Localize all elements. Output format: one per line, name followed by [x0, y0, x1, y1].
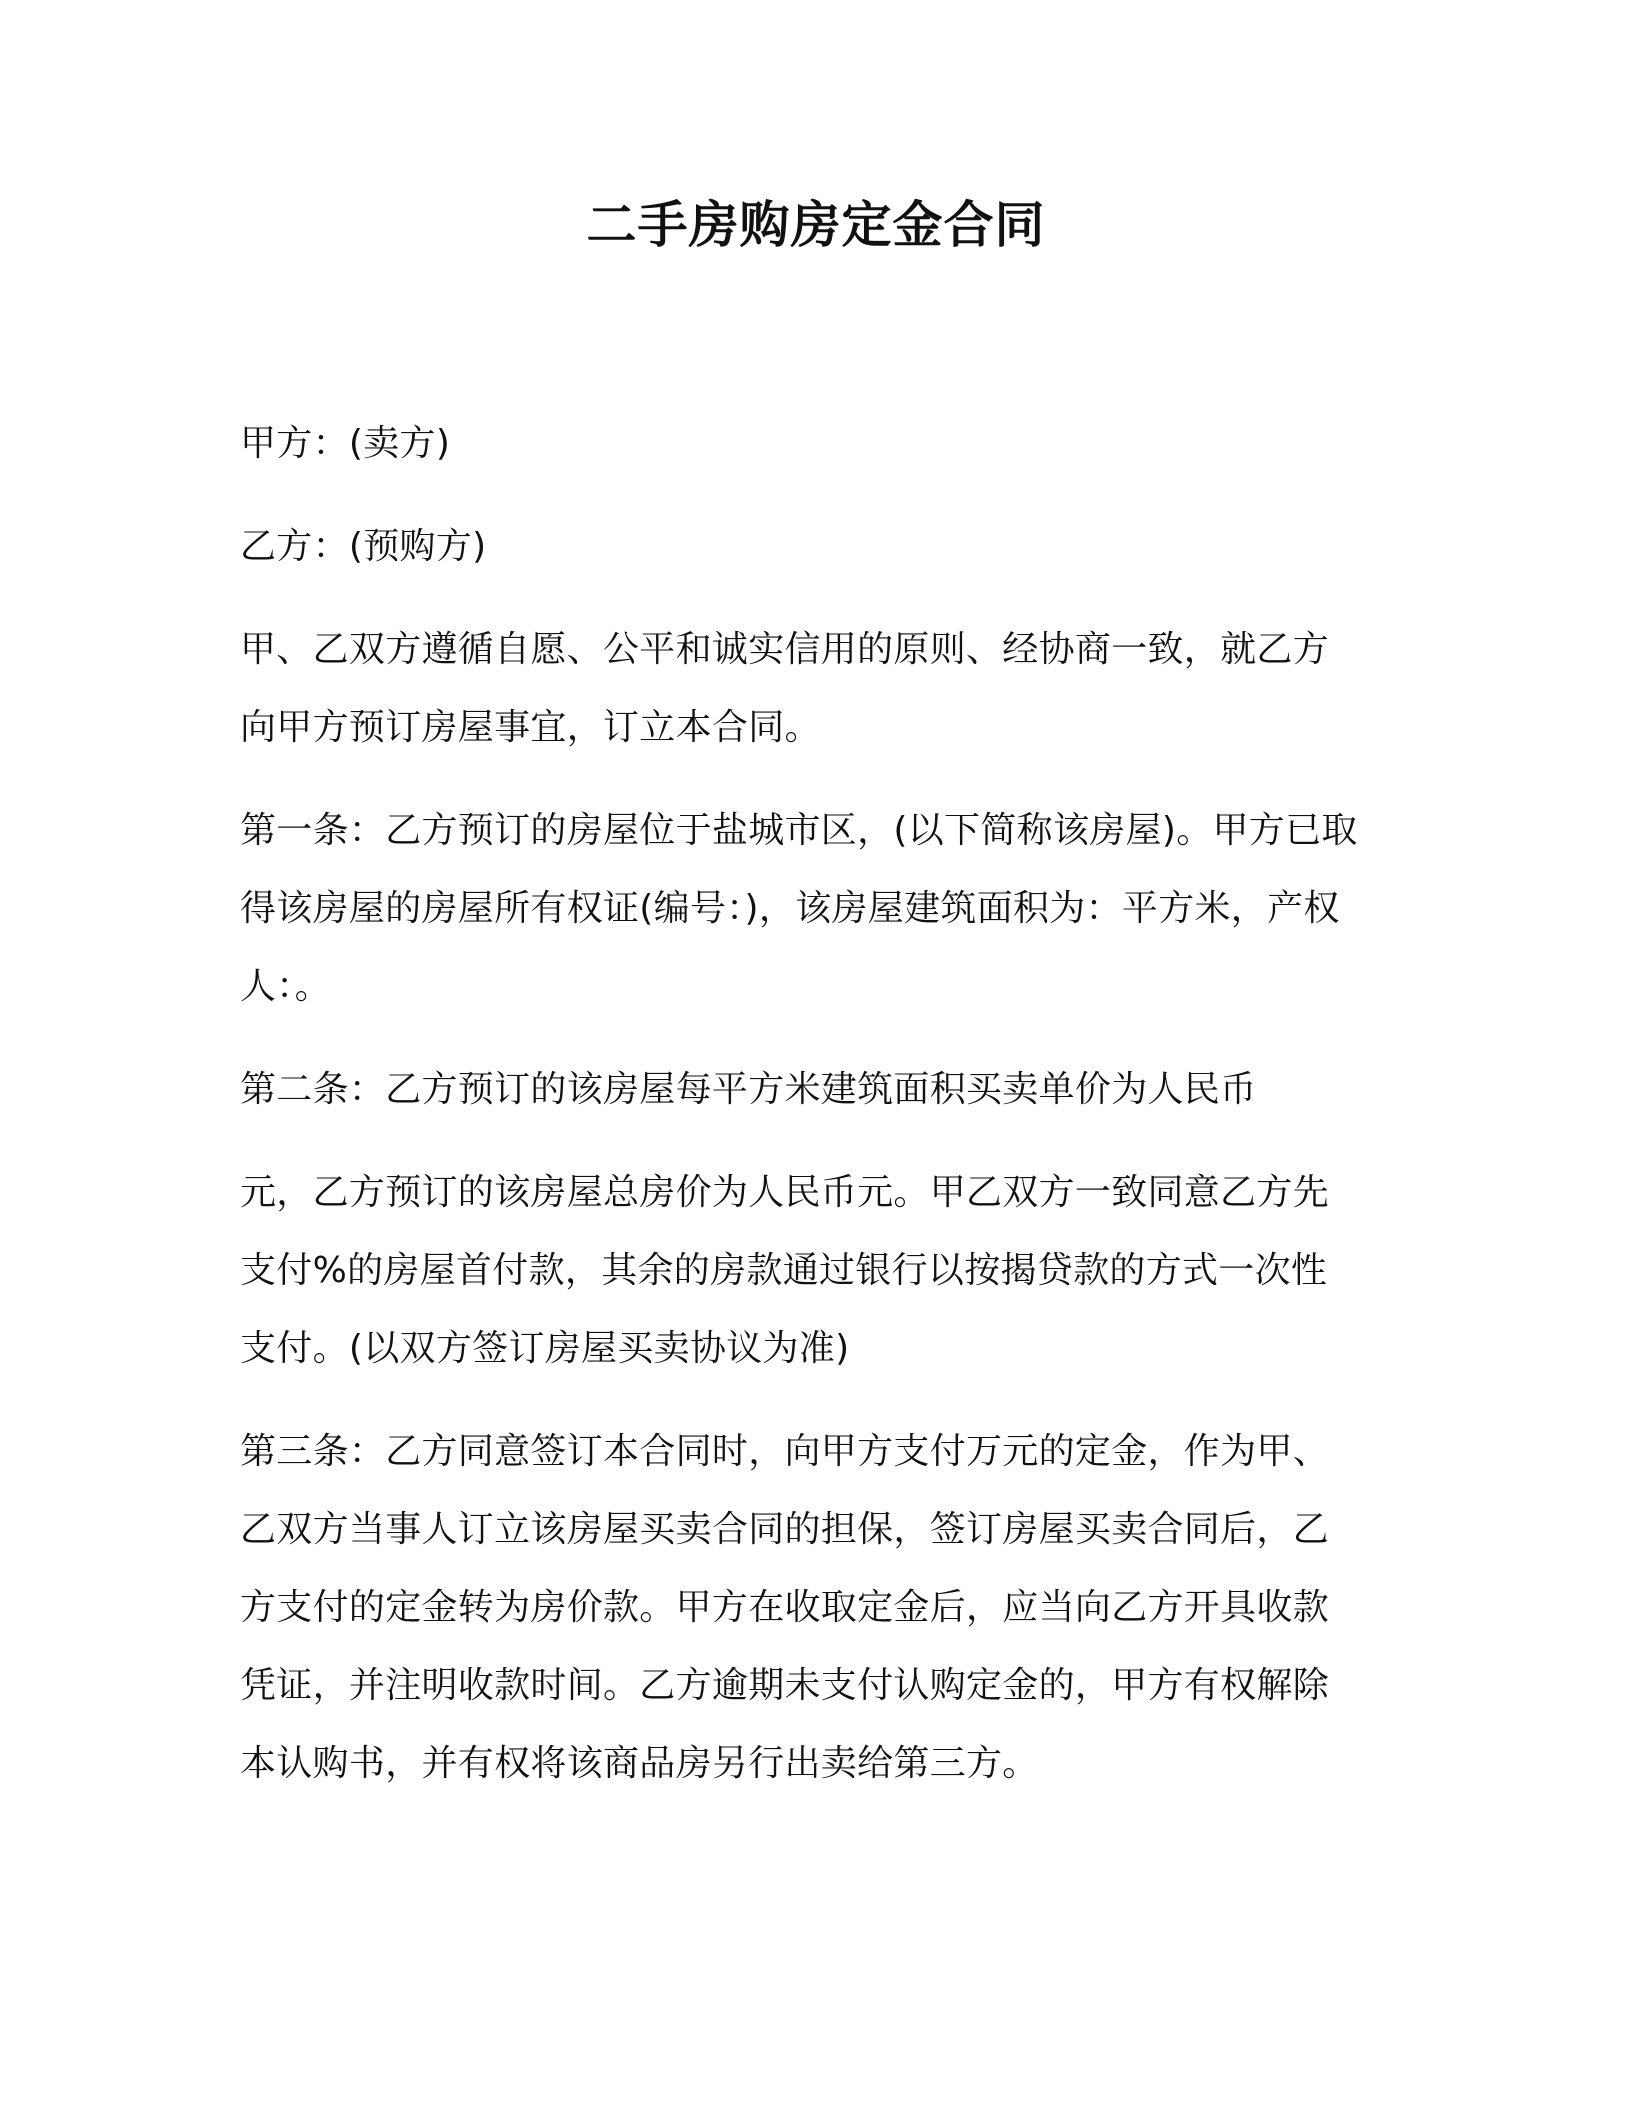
article2-line-1: 第二条：乙方预订的该房屋每平方米建筑面积买卖单价为人民币	[240, 1069, 1257, 1110]
intro-line-1: 甲、乙双方遵循自愿、公平和诚实信用的原则、经协商一致，就乙方	[240, 629, 1330, 670]
document-title: 二手房购房定金合同	[586, 196, 1046, 254]
article3-line-2: 乙双方当事人订立该房屋买卖合同的担保，签订房屋买卖合同后，乙	[240, 1509, 1330, 1550]
article3-line-1: 第三条：乙方同意签订本合同时，向甲方支付万元的定金，作为甲、	[240, 1431, 1330, 1472]
article2-line-2: 元，乙方预订的该房屋总房价为人民币元。甲乙双方一致同意乙方先	[240, 1172, 1330, 1213]
article3-line-5: 本认购书，并有权将该商品房另行出卖给第三方。	[240, 1743, 1039, 1784]
article3-line-4: 凭证，并注明收款时间。乙方逾期未支付认购定金的，甲方有权解除	[240, 1665, 1330, 1706]
party-b-line: 乙方：(预购方)	[240, 526, 487, 567]
article1-line-2: 得该房屋的房屋所有权证(编号：)，该房屋建筑面积为：平方米，产权	[240, 888, 1340, 929]
article1-line-3: 人：。	[240, 966, 331, 1007]
article3-line-3: 方支付的定金转为房价款。甲方在收取定金后，应当向乙方开具收款	[240, 1587, 1330, 1628]
intro-line-2: 向甲方预订房屋事宜，订立本合同。	[240, 707, 821, 748]
article2-line-4: 支付。(以双方签订房屋买卖协议为准)	[240, 1328, 850, 1369]
article2-line-3: 支付%的房屋首付款，其余的房款通过银行以按揭贷款的方式一次性	[240, 1250, 1328, 1291]
party-a-line: 甲方：(卖方)	[240, 423, 451, 464]
article1-line-1: 第一条：乙方预订的房屋位于盐城市区，(以下简称该房屋)。甲方已取	[240, 810, 1358, 851]
